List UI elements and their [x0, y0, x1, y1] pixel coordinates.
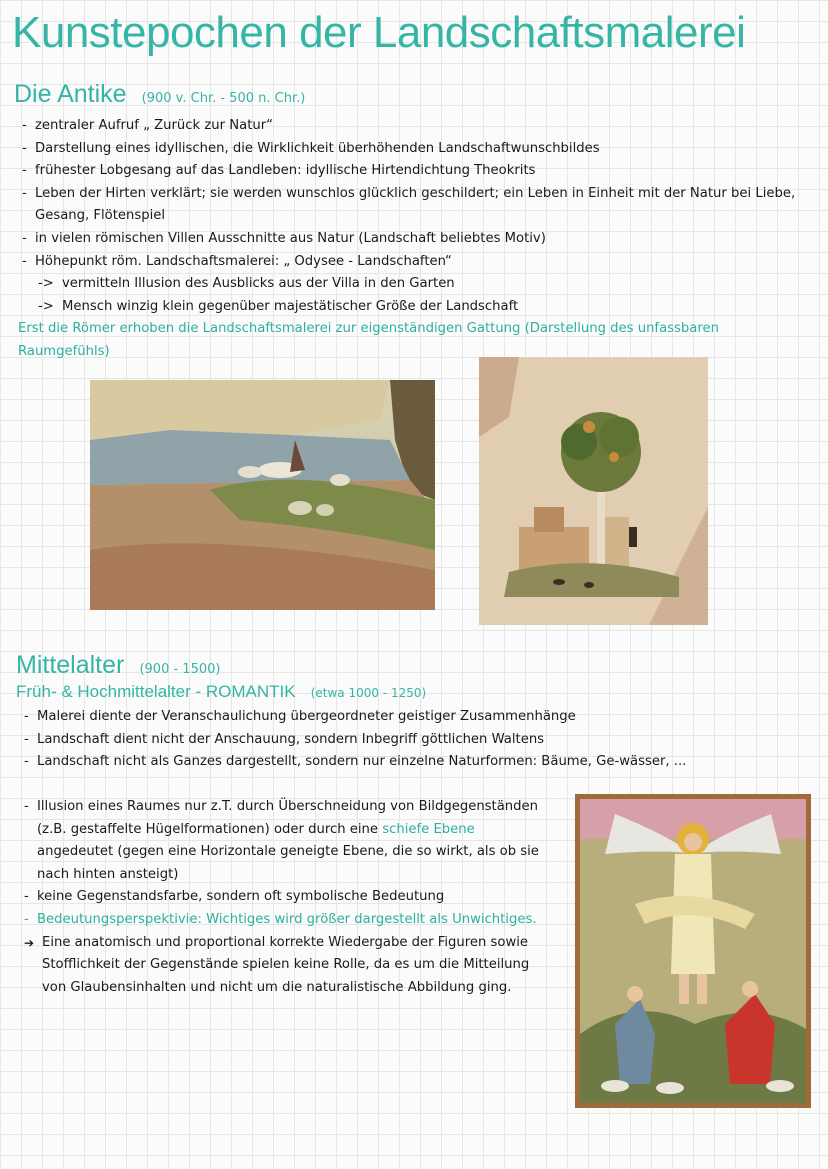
pastoral-landscape-painting	[90, 380, 435, 610]
list-item: - Landschaft nicht als Ganzes dargestellt, sondern nur einzelne Naturformen: Bäume, Ge-wässer, ...	[24, 751, 799, 774]
list-item: - Höhepunkt röm. Landschaftsmalerei: „ Odysee - Landschaften“	[22, 251, 822, 274]
schiefe-ebene-highlight: schiefe Ebene	[382, 821, 475, 837]
list-item: - frühester Lobgesang auf das Landleben: idyllische Hirtendichtung Theokrits	[22, 160, 822, 183]
mittelalter-title: Mittelalter	[16, 651, 125, 679]
list-item: - Leben der Hirten verklärt; sie werden wunschlos glücklich geschildert; ein Leben in Einheit mit der Natur bei Liebe, Gesang, Flötenspiel	[22, 183, 822, 228]
list-item: - Darstellung eines idyllischen, die Wirklichkeit überhöhenden Landschaftwunschbildes	[22, 138, 822, 161]
mittelalter-list-2	[24, 796, 554, 999]
antike-dates: (900 v. Chr. - 500 n. Chr.)	[141, 91, 306, 106]
antike-list	[22, 115, 822, 318]
illusion-text-2: angedeutet (gegen eine Horizontale geneigte Ebene, die so wirkt, als ob sie nach hinten ansteigt)	[37, 844, 539, 882]
mittelalter-list	[24, 706, 799, 774]
mittelalter-subtitle: Früh- & Hochmittelalter - ROMANTIK	[16, 682, 296, 701]
list-item: - Landschaft dient nicht der Anschauung, sondern Inbegriff göttlichen Waltens	[24, 729, 799, 752]
antike-note: Erst die Römer erhoben die Landschaftsmalerei zur eigenständigen Gattung (Darstellung des unfassbaren Raumgefühls)	[18, 321, 719, 359]
roman-fresco-painting	[479, 357, 708, 625]
mittelalter-subheading	[16, 682, 426, 702]
mittelalter-dates: (900 - 1500)	[139, 662, 221, 677]
mittelalter-subtitle-dates: (etwa 1000 - 1250)	[310, 686, 427, 700]
antike-title: Die Antike	[14, 80, 127, 108]
mittelalter-heading	[16, 651, 220, 680]
list-item: - Bedeutungsperspektivie: Wichtiges wird größer dargestellt als Unwichtiges.	[24, 909, 554, 932]
list-item: - zentraler Aufruf „ Zurück zur Natur“	[22, 115, 822, 138]
list-item: - keine Gegenstandsfarbe, sondern oft symbolische Bedeutung	[24, 886, 554, 909]
page-title: Kunstepochen der Landschaftsmalerei	[12, 8, 746, 57]
list-item: - Malerei diente der Veranschaulichung übergeordneter geistiger Zusammenhänge	[24, 706, 799, 729]
antike-heading	[14, 80, 305, 109]
list-sub-item: -> Mensch winzig klein gegenüber majestätischer Größe der Landschaft	[22, 296, 822, 319]
illusion-text-1: Illusion eines Raumes nur z.T. durch Überschneidung von Bildgegenständen (z.B. gestaffelte Hügelformationen) oder durch eine	[37, 799, 538, 837]
list-item	[24, 796, 554, 886]
list-sub-item: -> vermitteln Illusion des Ausblicks aus der Villa in den Garten	[22, 273, 822, 296]
conclusion-item: ➔ Eine anatomisch und proportional korrekte Wiedergabe der Figuren sowie Stofflichkeit der Gegenstände spielen keine Rolle, da es um die Mitteilung von Glaubensinhalten und nicht um die naturalistische Abbildung ging.	[24, 932, 554, 1000]
medieval-angel-illumination	[575, 794, 811, 1108]
list-item: - in vielen römischen Villen Ausschnitte aus Natur (Landschaft beliebtes Motiv)	[22, 228, 822, 251]
